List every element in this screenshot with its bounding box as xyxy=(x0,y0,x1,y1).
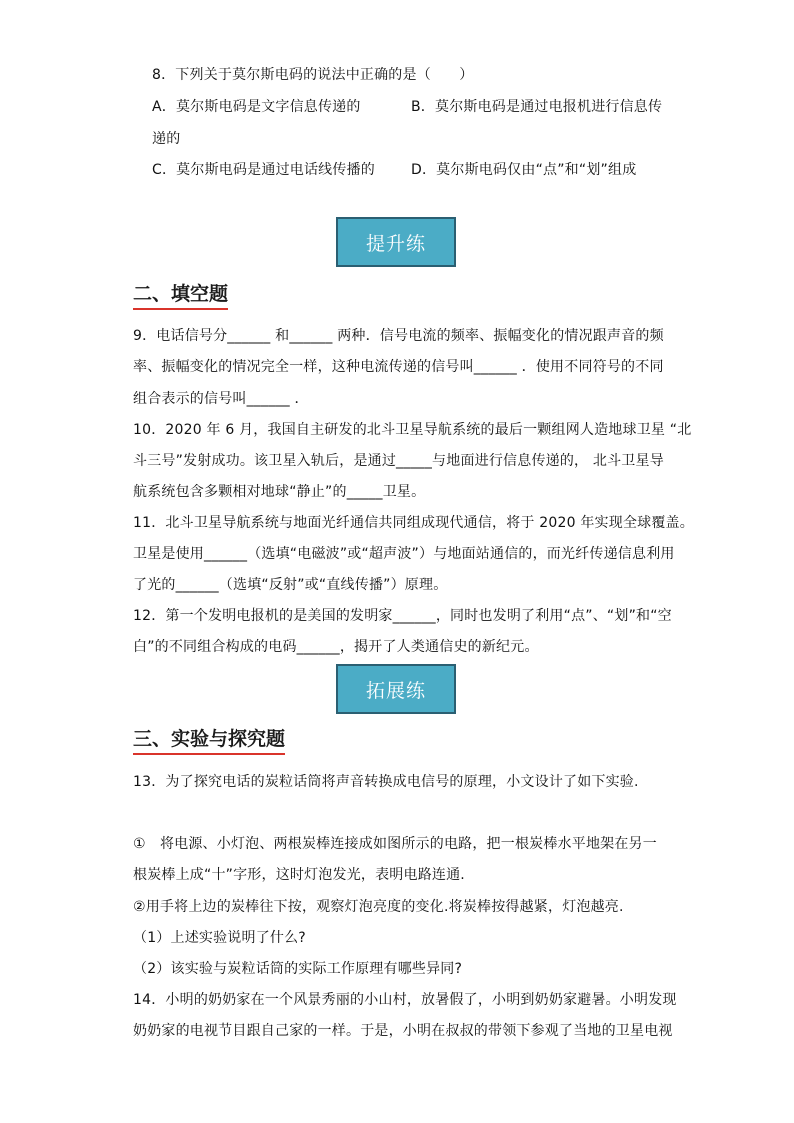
q12-line-2: 白”的不同组合构成的电码______，揭开了人类通信史的新纪元。 xyxy=(133,639,539,655)
level-banner-extend: 拓展练 xyxy=(336,664,456,714)
q8-option-a: A．莫尔斯电码是文字信息传递的 xyxy=(152,99,361,115)
q8-option-d: D．莫尔斯电码仅由“点”和“划”组成 xyxy=(411,162,637,178)
section-title-fill-blank xyxy=(133,282,228,306)
q8-option-b: B．莫尔斯电码是通过电报机进行信息传 xyxy=(411,99,663,115)
q9-line-3: 组合表示的信号叫______ ． xyxy=(133,391,309,407)
level-banner-advance: 提升练 xyxy=(336,217,456,267)
q13-step2: ②用手将上边的炭棒往下按，观察灯泡亮度的变化.将炭棒按得越紧，灯泡越亮. xyxy=(133,899,624,915)
q11-line-3: 了光的______（选填“反射”或“直线传播”）原理。 xyxy=(133,577,448,593)
section-title-underline xyxy=(133,308,228,310)
q9-line-1: 9．电话信号分______ 和______ 两种．信号电流的频率、振幅变化的情况跟声音的频 xyxy=(133,328,664,344)
q14-line-2: 奶奶家的电视节目跟自己家的一样。于是，小明在叔叔的带领下参观了当地的卫星电视 xyxy=(133,1023,673,1039)
q13-sub-1: （1）上述实验说明了什么? xyxy=(133,930,306,946)
section-title-text: 三、实验与探究题 xyxy=(133,728,286,750)
q10-line-1: 10．2020 年 6 月，我国自主研发的北斗卫星导航系统的最后一颗组网人造地球卫星 “北 xyxy=(133,422,692,438)
q10-line-3: 航系统包含多颗相对地球“静止”的_____卫星。 xyxy=(133,484,426,500)
q8-option-b-continued: 递的 xyxy=(152,131,181,147)
q13-step1-line-1: ① 将电源、小灯泡、两根炭棒连接成如图所示的电路，把一根炭棒水平地架在另一 xyxy=(133,836,657,852)
q11-line-2: 卫星是使用______（选填“电磁波”或“超声波”）与地面站通信的，而光纤传递信息利用 xyxy=(133,546,675,562)
section-title-experiment xyxy=(133,727,285,751)
q13-step1-line-2: 根炭棒上成“十”字形，这时灯泡发光，表明电路连通. xyxy=(133,867,465,883)
q13-sub-2: （2）该实验与炭粒话筒的实际工作原理有哪些异同? xyxy=(133,961,463,977)
q8-stem: 8．下列关于莫尔斯电码的说法中正确的是（ ） xyxy=(152,67,474,83)
q11-line-1: 11．北斗卫星导航系统与地面光纤通信共同组成现代通信，将于 2020 年实现全球覆盖。 xyxy=(133,515,694,531)
q13-stem: 13．为了探究电话的炭粒话筒将声音转换成电信号的原理，小文设计了如下实验. xyxy=(133,774,639,790)
section-title-underline xyxy=(133,753,285,755)
q10-line-2: 斗三号”发射成功。该卫星入轨后，是通过_____与地面进行信息传递的， 北斗卫星导 xyxy=(133,453,664,469)
q14-line-1: 14．小明的奶奶家在一个风景秀丽的小山村，放暑假了，小明到奶奶家避暑。小明发现 xyxy=(133,992,677,1008)
q9-line-2: 率、振幅变化的情况完全一样，这种电流传递的信号叫______ ．使用不同符号的不同 xyxy=(133,359,664,375)
q8-option-c: C．莫尔斯电码是通过电话线传播的 xyxy=(152,162,375,178)
q12-line-1: 12．第一个发明电报机的是美国的发明家______，同时也发明了利用“点”、“划”和“空 xyxy=(133,608,672,624)
section-title-text: 二、填空题 xyxy=(133,283,229,305)
